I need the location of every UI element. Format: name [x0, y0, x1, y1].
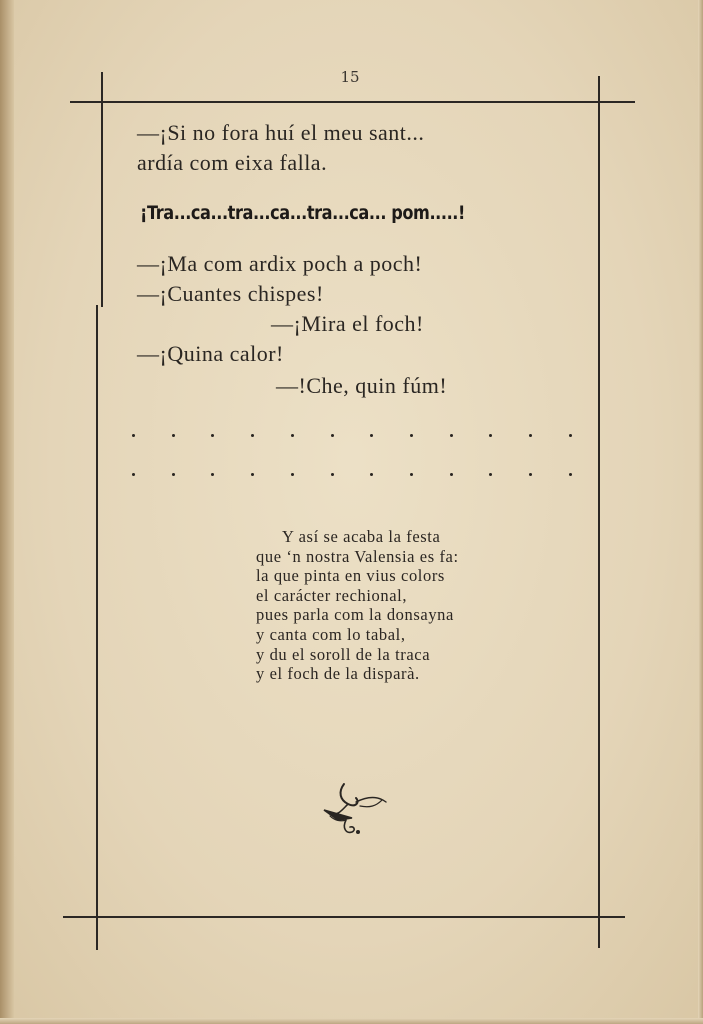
ellipsis-row-2 — [132, 473, 572, 485]
crowd-line-3: —¡Mira el foch! — [271, 311, 424, 336]
frame-left-rule — [101, 72, 103, 307]
ellipsis-row-1 — [132, 434, 572, 446]
dialogue-line-1: —¡Si no fora huí el meu sant... — [137, 120, 425, 145]
firecracker-exclamation: ¡Tra...ca...tra...ca...tra...ca... pom.....! — [140, 202, 465, 224]
poem-line-1: Y así se acaba la festa — [282, 527, 441, 546]
page-edge-right — [698, 0, 703, 1024]
frame-left-rule-lower — [96, 305, 98, 950]
poem-line-8: y el foch de la disparà. — [256, 664, 420, 684]
frame-right-rule — [598, 76, 600, 948]
dialogue-line-2: ardía com eixa falla. — [137, 150, 328, 175]
closing-poem — [256, 527, 459, 684]
poem-line-3: la que pinta en vius colors — [256, 566, 445, 586]
poem-line-6: y canta com lo tabal, — [256, 624, 406, 644]
poem-line-2: que ‘n nostra Valensia es fa: — [256, 546, 459, 566]
crowd-line-4: —¡Quina calor! — [137, 341, 284, 366]
poem-line-7: y du el soroll de la traca — [256, 644, 431, 664]
crowd-line-1: —¡Ma com ardix poch a poch! — [137, 251, 423, 276]
page-number: 15 — [340, 68, 360, 86]
poem-line-4: el carácter rechional, — [256, 585, 408, 605]
crowd-line-2: —¡Cuantes chispes! — [137, 281, 324, 306]
frame-top-rule — [70, 101, 635, 103]
page-edge-bottom — [0, 1018, 703, 1024]
fleuron-ornament-icon — [316, 780, 394, 838]
poem-line-5: pues parla com la donsayna — [256, 605, 454, 625]
crowd-line-5: —!Che, quin fúm! — [276, 373, 448, 398]
page-edge-left — [0, 0, 14, 1024]
frame-bottom-rule — [63, 916, 625, 918]
